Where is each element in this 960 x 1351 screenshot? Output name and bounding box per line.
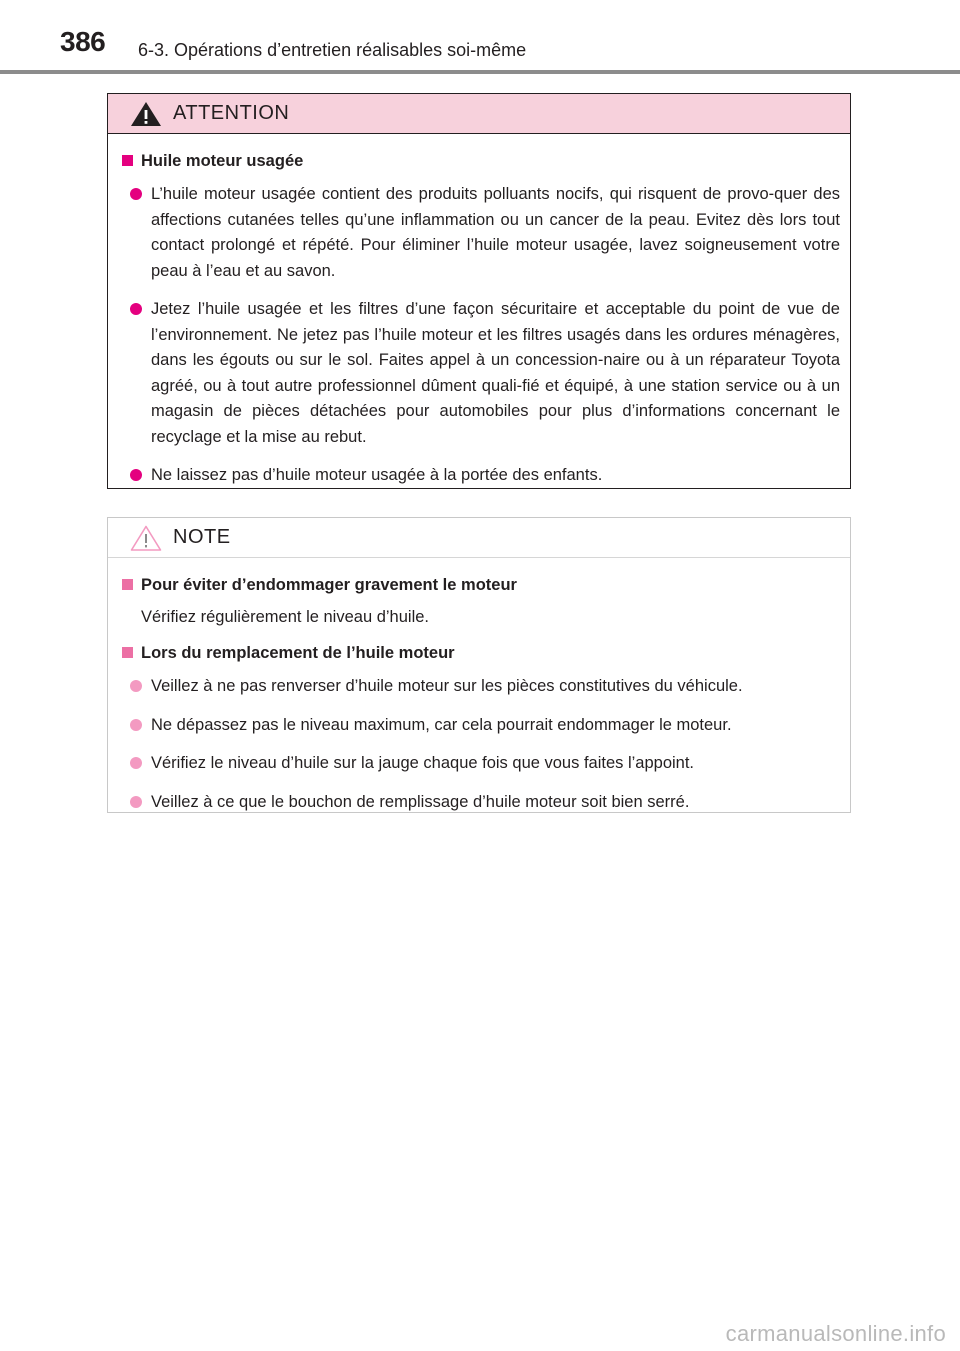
- attention-bullet: [130, 297, 840, 450]
- note-heading-text: Lors du remplacement de l’huile moteur: [141, 644, 455, 662]
- note-heading-text: Pour éviter d’endommager gravement le moteur: [141, 576, 517, 594]
- attention-heading-text: Huile moteur usagée: [141, 152, 304, 170]
- attention-body: [108, 134, 850, 489]
- attention-heading: [122, 150, 840, 172]
- attention-bullet-text: Jetez l’huile usagée et les filtres d’une façon sécuritaire et acceptable du point de vue de l’environnement. Ne jetez pas l’huile moteur et les filtres usagés dans les ordures ménagères, dans les égouts ou sur le sol. Faites appel à un concession-naire ou à un réparateur Toyota agréé, ou à tout autre professionnel dûment quali-fié et équipé, à une station service ou à un magasin de pièces détachées pour automobiles pour plus d’informations concernant le recyclage et la mise au rebut.: [151, 300, 840, 446]
- note-bullet-text: Veillez à ce que le bouchon de remplissage d’huile moteur soit bien serré.: [151, 792, 690, 811]
- page-number: 386: [60, 26, 106, 57]
- warning-triangle-icon: [129, 100, 163, 128]
- warning-triangle-outline-icon: [129, 524, 163, 552]
- round-bullet-icon: [130, 469, 142, 481]
- round-bullet-icon: [130, 303, 142, 315]
- round-bullet-icon: [130, 796, 142, 808]
- attention-bullet-text: Ne laissez pas d’huile moteur usagée à la portée des enfants.: [151, 466, 603, 484]
- attention-header: [108, 94, 850, 134]
- note-heading: [122, 642, 840, 664]
- note-bullet: [130, 790, 840, 816]
- attention-box: [107, 93, 851, 489]
- note-header: [108, 518, 850, 558]
- note-bullet-text: Ne dépassez pas le niveau maximum, car cela pourrait endommager le moteur.: [151, 715, 732, 734]
- note-title: NOTE: [173, 526, 231, 548]
- round-bullet-icon: [130, 757, 142, 769]
- watermark: carmanualsonline.info: [725, 1321, 946, 1346]
- square-bullet-icon: [122, 579, 133, 590]
- note-bullet: [130, 674, 840, 700]
- note-bullet: [130, 751, 840, 777]
- note-paragraph: Vérifiez régulièrement le niveau d’huile.: [141, 608, 429, 626]
- note-heading: [122, 574, 840, 596]
- square-bullet-icon: [122, 647, 133, 658]
- note-body: [108, 558, 850, 815]
- attention-title: ATTENTION: [173, 102, 290, 124]
- note-bullet-text: Vérifiez le niveau d’huile sur la jauge chaque fois que vous faites l’appoint.: [151, 754, 695, 772]
- square-bullet-icon: [122, 155, 133, 166]
- attention-bullet-text: L’huile moteur usagée contient des produits polluants nocifs, qui risquent de provo-quer des affections cutanées telles qu’une inflammation ou un cancer de la peau. Evitez dès lors tout contact prolongé et répété. Pour éliminer l’huile moteur usagée, lavez soigneusement votre peau à l’eau et au savon.: [151, 185, 840, 280]
- note-bullet-text: Veillez à ne pas renverser d’huile moteur sur les pièces constitutives du véhicule.: [151, 677, 743, 695]
- attention-bullet: [130, 463, 840, 489]
- round-bullet-icon: [130, 680, 142, 692]
- round-bullet-icon: [130, 719, 142, 731]
- note-bullet: [130, 713, 840, 739]
- section-title: 6-3. Opérations d’entretien réalisables soi-même: [138, 40, 527, 60]
- round-bullet-icon: [130, 188, 142, 200]
- note-box: [107, 517, 851, 813]
- header-divider: [0, 70, 960, 74]
- attention-bullet: [130, 182, 840, 284]
